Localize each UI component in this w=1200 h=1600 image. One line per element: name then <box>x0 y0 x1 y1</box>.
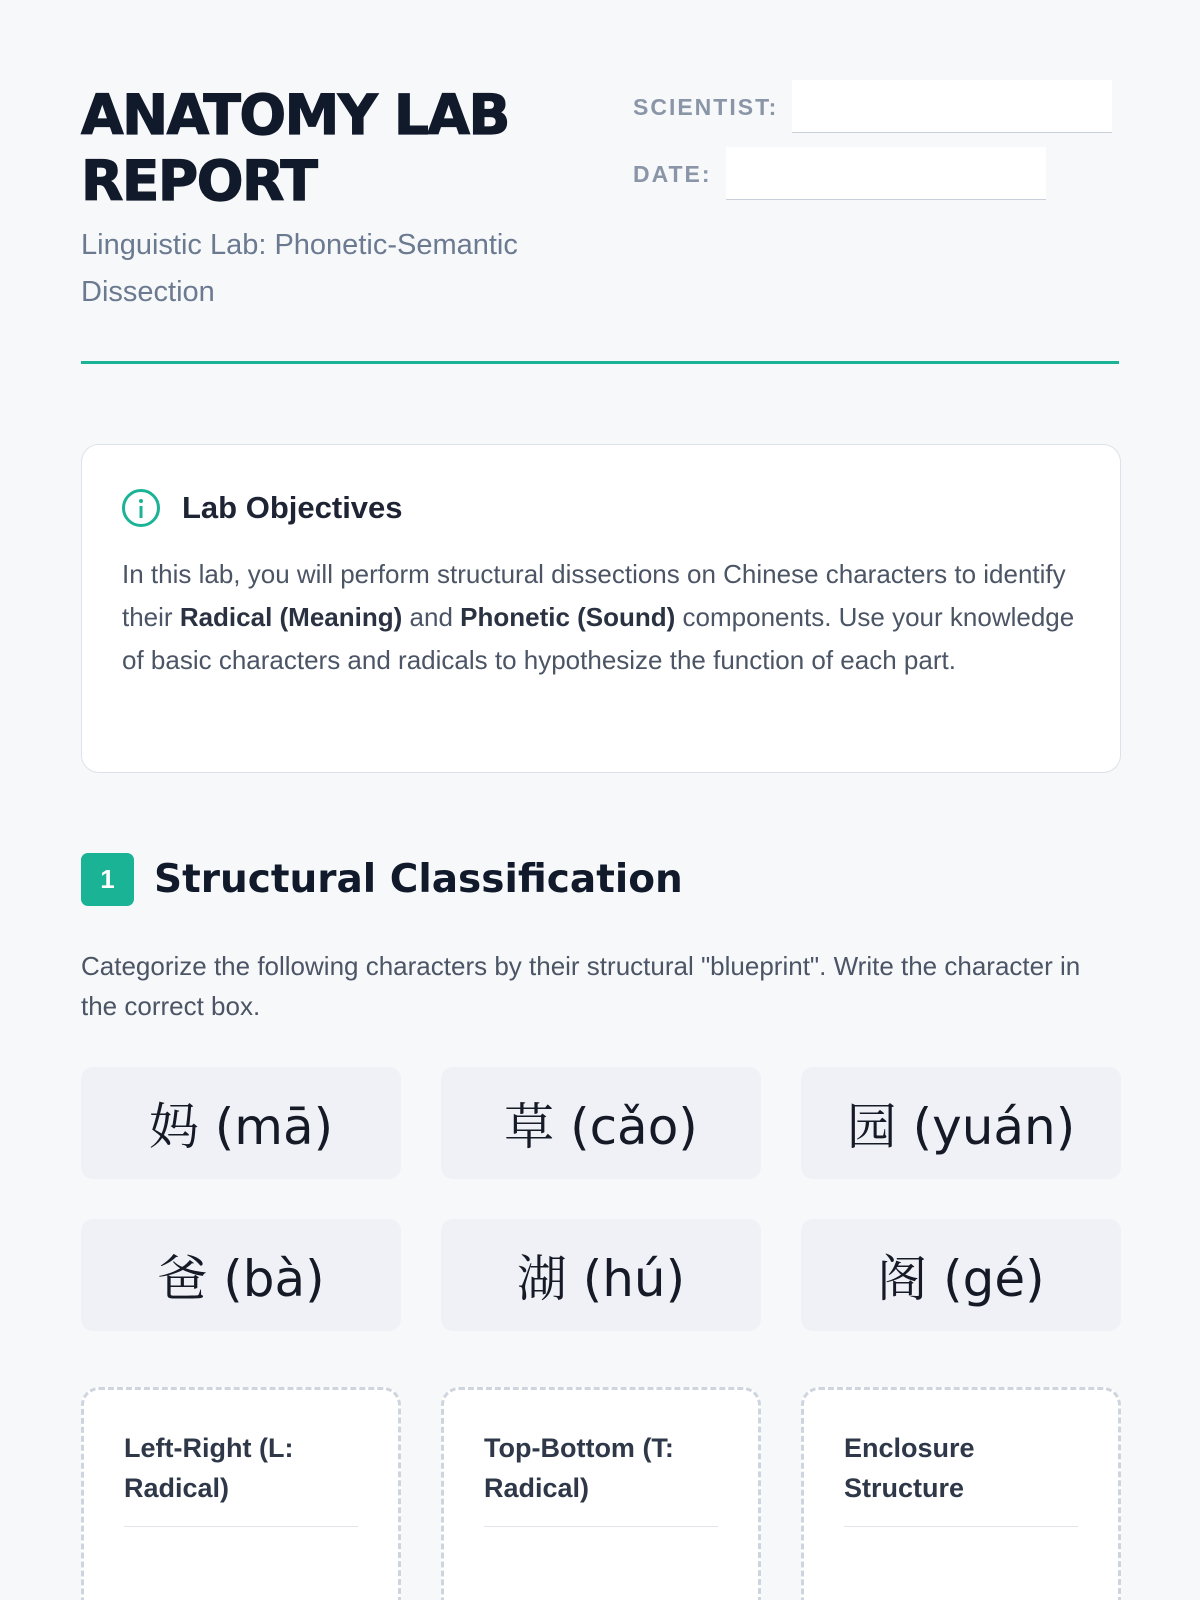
category-boxes <box>81 1387 1121 1600</box>
character-grid <box>81 1067 1121 1331</box>
category-label: Top-Bottom (T: Radical) <box>484 1428 718 1527</box>
objectives-header <box>122 489 1080 527</box>
report-title: ANATOMY LAB REPORT <box>81 83 509 213</box>
category-box-top-bottom[interactable] <box>441 1387 761 1600</box>
objectives-card <box>81 444 1121 773</box>
category-label: Left-Right (L: Radical) <box>124 1428 358 1527</box>
character-card[interactable]: 湖 (hú) <box>441 1219 761 1331</box>
objectives-text <box>122 553 1080 682</box>
info-icon <box>122 489 160 527</box>
character-card[interactable]: 爸 (bà) <box>81 1219 401 1331</box>
objectives-bold-phonetic: Phonetic (Sound) <box>460 602 676 632</box>
objectives-text-part2: and <box>402 602 461 632</box>
scientist-row <box>633 80 1121 133</box>
title-block <box>81 82 601 316</box>
character-card[interactable]: 妈 (mā) <box>81 1067 401 1179</box>
report-meta <box>633 80 1121 214</box>
scientist-field[interactable] <box>792 80 1112 133</box>
character-card[interactable]: 草 (cǎo) <box>441 1067 761 1179</box>
category-box-left-right[interactable] <box>81 1387 401 1600</box>
date-label: DATE: <box>633 161 712 187</box>
report-header <box>81 0 1119 364</box>
objectives-bold-radical: Radical (Meaning) <box>179 602 403 632</box>
objectives-text-part1: In this lab, you will perform structural dissections on Chinese characters to identify their <box>122 559 1066 632</box>
character-card[interactable]: 阁 (gé) <box>801 1219 1121 1331</box>
objectives-title: Lab Objectives <box>182 490 403 525</box>
date-row <box>633 147 1121 200</box>
category-box-enclosure[interactable] <box>801 1387 1121 1600</box>
section-1-header <box>81 853 683 906</box>
character-card[interactable]: 园 (yuán) <box>801 1067 1121 1179</box>
category-label: Enclosure Structure <box>844 1428 1078 1527</box>
section-description: Categorize the following characters by their structural "blueprint". Write the character in the correct box. <box>81 951 1081 1021</box>
scientist-label: SCIENTIST: <box>633 94 779 120</box>
section-title: Structural Classification <box>154 857 683 902</box>
report-subtitle: Linguistic Lab: Phonetic-Semantic Dissection <box>81 229 518 308</box>
date-field[interactable] <box>726 147 1046 200</box>
section-number-badge: 1 <box>81 853 134 906</box>
objectives-text-part3: components. Use your knowledge of basic characters and radicals to hypothesize the function of each part. <box>122 602 1075 675</box>
